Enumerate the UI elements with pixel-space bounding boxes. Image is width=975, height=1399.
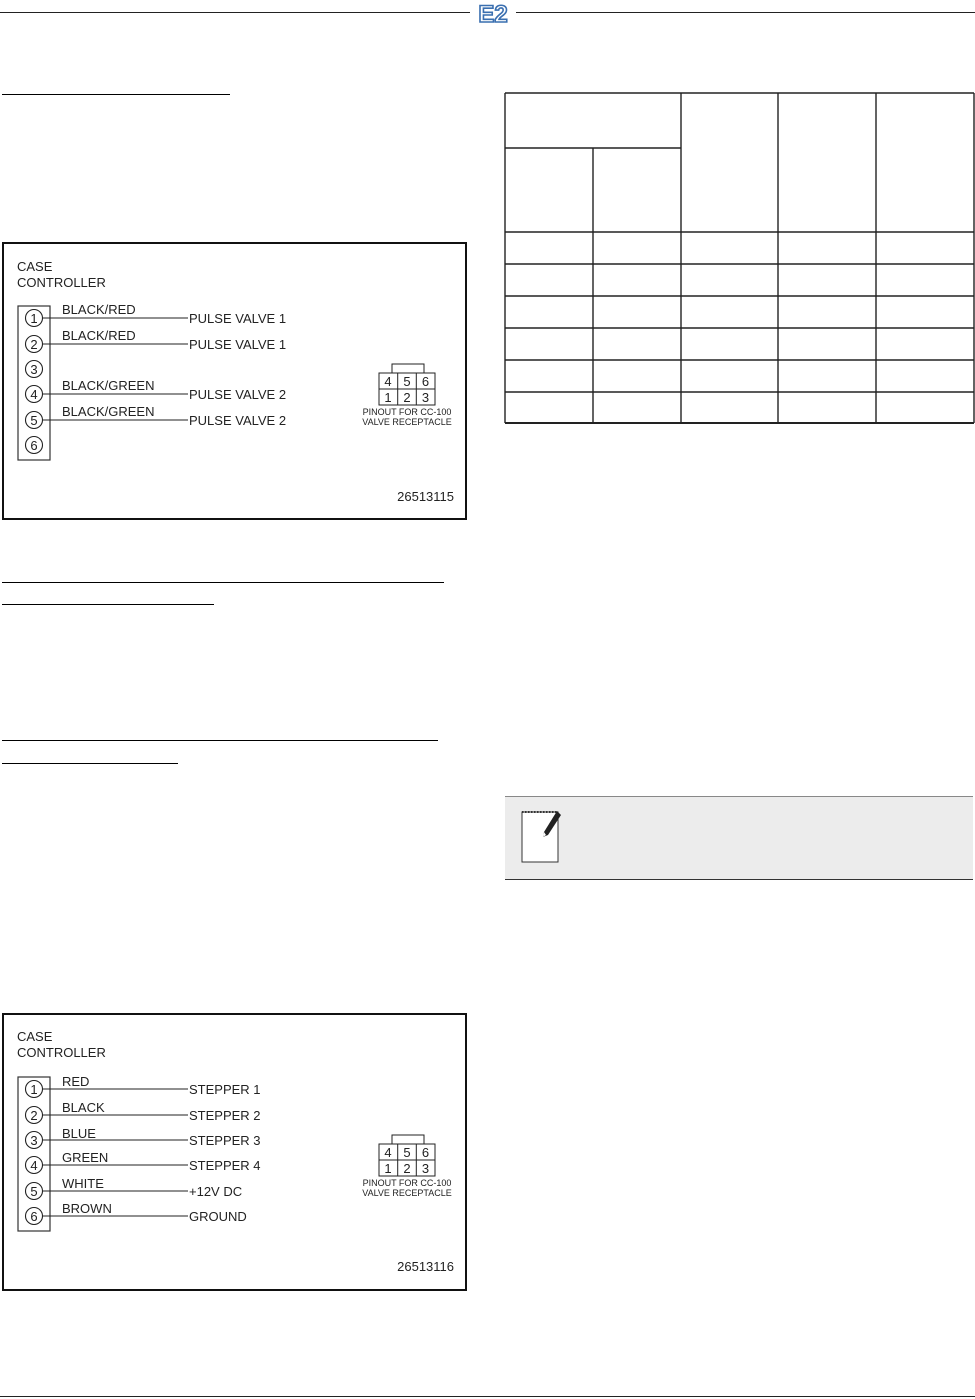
- pin-3: [26, 361, 43, 378]
- wire-destination: PULSE VALVE 2: [189, 387, 287, 402]
- header-rule-left: [0, 12, 470, 13]
- svg-text:1: 1: [384, 390, 392, 405]
- notepad-pencil-icon: [519, 807, 565, 867]
- svg-text:5: 5: [403, 374, 411, 389]
- wire-label: BLACK/RED: [62, 328, 136, 343]
- diagram-title-line2: CONTROLLER: [17, 275, 106, 290]
- wire-destination: PULSE VALVE 1: [189, 337, 287, 352]
- pin-4: [26, 378, 287, 403]
- svg-text:6: 6: [421, 1145, 430, 1160]
- diagram-title-line2: CONTROLLER: [17, 1045, 106, 1060]
- svg-text:2: 2: [403, 1161, 411, 1176]
- svg-text:5: 5: [30, 413, 38, 428]
- svg-text:1: 1: [30, 311, 38, 326]
- svg-text:2: 2: [30, 337, 38, 352]
- svg-text:VALVE RECEPTACLE: VALVE RECEPTACLE: [362, 1188, 452, 1198]
- svg-text:5: 5: [30, 1184, 38, 1199]
- heading-underline-2b: [2, 604, 214, 605]
- svg-text:6: 6: [30, 1209, 38, 1224]
- pin-3: [26, 1126, 261, 1149]
- svg-text:4: 4: [30, 387, 38, 402]
- part-number: 26513115: [397, 489, 454, 504]
- svg-text:PINOUT FOR CC-100: PINOUT FOR CC-100: [362, 1178, 452, 1188]
- wiring-diagram-stepper-valve: [2, 1013, 467, 1291]
- pin-4: [26, 1150, 261, 1174]
- wire-label: WHITE: [62, 1176, 104, 1191]
- wire-destination: STEPPER 3: [189, 1133, 261, 1148]
- wire-label: GREEN: [62, 1150, 109, 1165]
- svg-text:PINOUT FOR CC-100: PINOUT FOR CC-100: [362, 407, 452, 417]
- valve-receptacle-connector: [362, 1135, 452, 1198]
- svg-text:E2: E2: [478, 1, 508, 26]
- svg-text:3: 3: [30, 362, 38, 377]
- svg-text:4: 4: [384, 374, 392, 389]
- wire-label: RED: [62, 1074, 90, 1089]
- heading-underline-3a: [2, 740, 438, 741]
- svg-text:VALVE RECEPTACLE: VALVE RECEPTACLE: [362, 417, 452, 427]
- svg-text:4: 4: [30, 1158, 38, 1173]
- wire-label: BLACK/GREEN: [62, 404, 155, 419]
- wire-destination: STEPPER 2: [189, 1108, 261, 1123]
- heading-underline-2a: [2, 582, 444, 583]
- diagram-title-line1: CASE: [17, 1029, 53, 1044]
- wire-destination: STEPPER 1: [189, 1082, 261, 1097]
- wire-label: BLACK: [62, 1100, 105, 1115]
- pin-2: [26, 328, 287, 353]
- svg-text:2: 2: [403, 390, 411, 405]
- header-rule-right: [516, 12, 975, 13]
- svg-text:5: 5: [403, 1145, 411, 1160]
- e2-logo: [470, 0, 516, 26]
- svg-text:3: 3: [421, 1161, 430, 1176]
- heading-underline-1: [2, 94, 230, 95]
- svg-text:2: 2: [30, 1108, 38, 1123]
- wire-destination: STEPPER 4: [189, 1158, 261, 1173]
- part-number: 26513116: [397, 1259, 454, 1274]
- wire-destination: PULSE VALVE 2: [189, 413, 287, 428]
- heading-underline-3b: [2, 763, 178, 764]
- wire-destination: PULSE VALVE 1: [189, 311, 287, 326]
- svg-text:3: 3: [421, 390, 430, 405]
- svg-text:6: 6: [30, 438, 38, 453]
- svg-text:1: 1: [384, 1161, 392, 1176]
- pin-6: [26, 1201, 247, 1225]
- wire-destination: +12V DC: [189, 1184, 243, 1199]
- footer-rule: [0, 1396, 975, 1397]
- valve-receptacle-connector: [362, 364, 452, 427]
- pin-5: [26, 404, 287, 429]
- pin-6: [26, 437, 43, 454]
- diagram-title-line1: CASE: [17, 259, 53, 274]
- wiring-diagram-pulse-valve: [2, 242, 467, 520]
- pin-2: [26, 1100, 261, 1124]
- wire-label: BLACK/RED: [62, 302, 136, 317]
- wiring-table: [504, 92, 975, 431]
- note-box: [505, 796, 973, 880]
- wire-label: BLUE: [62, 1126, 96, 1141]
- pin-5: [26, 1176, 243, 1200]
- svg-text:6: 6: [421, 374, 430, 389]
- wire-label: BROWN: [62, 1201, 112, 1216]
- wire-destination: GROUND: [189, 1209, 247, 1224]
- svg-text:4: 4: [384, 1145, 392, 1160]
- svg-text:1: 1: [30, 1082, 38, 1097]
- pin-1: [26, 302, 287, 327]
- pin-1: [26, 1074, 261, 1098]
- svg-text:3: 3: [30, 1133, 38, 1148]
- wire-label: BLACK/GREEN: [62, 378, 155, 393]
